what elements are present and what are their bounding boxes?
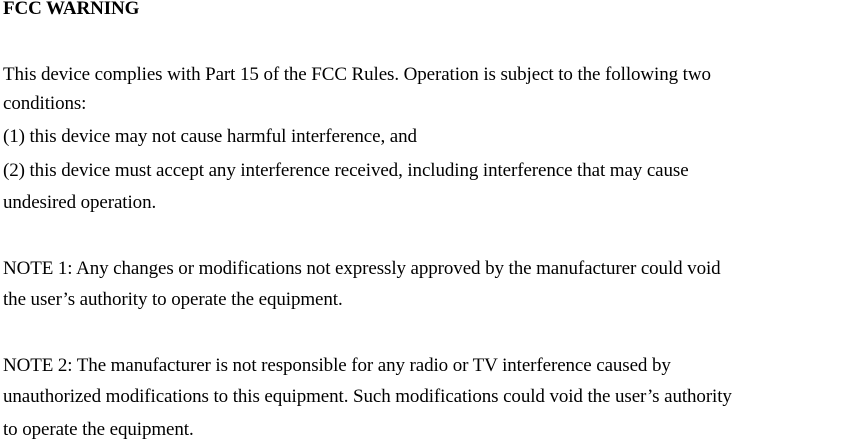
document-title: FCC WARNING — [3, 0, 140, 19]
intro-text-line-2: conditions: — [3, 93, 87, 114]
note-2-text-line-2: unauthorized modifications to this equipment. Such modifications could void the user’s authority — [3, 386, 732, 407]
note-1-text-line-1: NOTE 1: Any changes or modifications not expressly approved by the manufacturer could void — [3, 258, 721, 279]
intro-text-line-1: This device complies with Part 15 of the FCC Rules. Operation is subject to the following two — [3, 64, 711, 85]
condition-2-text-line-2: undesired operation. — [3, 192, 157, 213]
note-1-text-line-2: the user’s authority to operate the equipment. — [3, 289, 343, 310]
note-2-text-line-1: NOTE 2: The manufacturer is not responsible for any radio or TV interference caused by — [3, 355, 671, 376]
note-2-text-line-3: to operate the equipment. — [3, 419, 194, 440]
condition-1-text: (1) this device may not cause harmful interference, and — [3, 126, 417, 147]
condition-2-text-line-1: (2) this device must accept any interference received, including interference that may cause — [3, 160, 689, 181]
